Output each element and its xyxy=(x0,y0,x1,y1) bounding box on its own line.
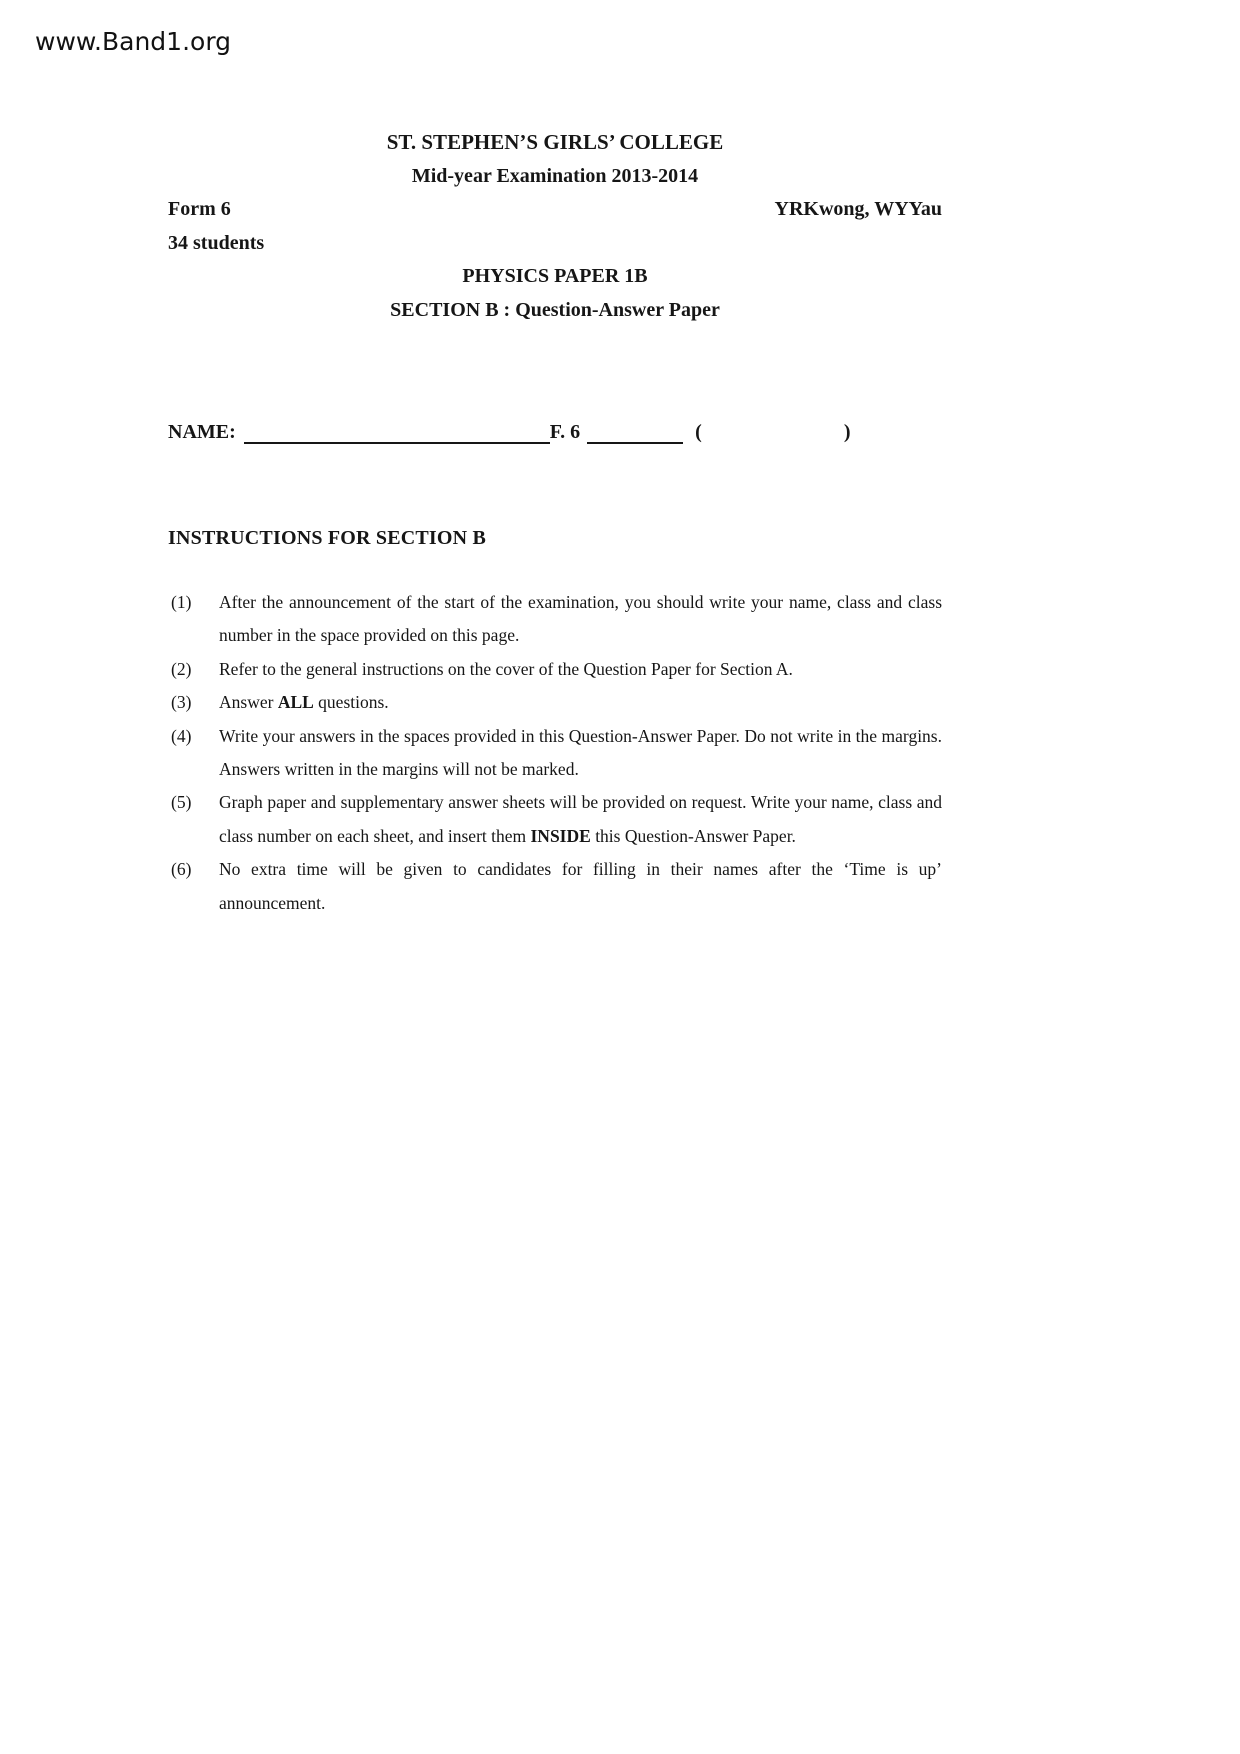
instruction-item-4 xyxy=(168,720,942,787)
instruction-number: (2) xyxy=(171,658,192,679)
instruction-text-pre: Refer to the general instructions on the cover of the Question Paper for Section A. xyxy=(219,658,793,679)
exam-header xyxy=(168,126,942,327)
instruction-item-3 xyxy=(168,686,942,719)
instruction-number: (6) xyxy=(171,859,192,880)
instruction-text xyxy=(219,786,942,853)
instruction-number: (4) xyxy=(171,725,192,746)
instruction-text-pre: Answer xyxy=(219,692,278,713)
class-label: F. 6 xyxy=(549,421,581,443)
instruction-text-bold: ALL xyxy=(277,692,314,713)
instruction-text xyxy=(219,653,942,686)
instruction-number: (3) xyxy=(171,692,192,713)
student-count: 34 students xyxy=(168,231,265,254)
name-row xyxy=(168,412,942,444)
instruction-text xyxy=(219,686,942,719)
class-number-close-paren: ) xyxy=(843,421,851,443)
instruction-text-post: questions. xyxy=(313,692,389,713)
paper-title: PHYSICS PAPER 1B xyxy=(462,265,648,287)
teachers-label: YRKwong, WYYau xyxy=(774,198,942,220)
instruction-text-bold: INSIDE xyxy=(530,825,591,846)
instruction-text-post: this Question-Answer Paper. xyxy=(590,825,796,846)
form-teacher-row xyxy=(168,193,942,227)
instruction-text xyxy=(219,586,942,653)
instruction-item-6 xyxy=(168,853,942,920)
instructions-list xyxy=(168,586,942,920)
class-blank-line xyxy=(587,416,683,444)
name-label: NAME: xyxy=(168,421,236,443)
school-name: ST. STEPHEN’S GIRLS’ COLLEGE xyxy=(386,130,724,154)
name-blank-line xyxy=(244,416,550,444)
exam-title: Mid-year Examination 2013-2014 xyxy=(411,164,699,187)
instruction-item-1 xyxy=(168,586,942,653)
instruction-text-pre: No extra time will be given to candidates for filling in their names after the ‘Time is up’ announcement. xyxy=(219,859,942,913)
class-number-open-paren: ( xyxy=(695,421,702,443)
instruction-number: (1) xyxy=(171,592,192,612)
instructions-heading: INSTRUCTIONS FOR SECTION B xyxy=(168,527,487,549)
instruction-text-pre: Graph paper and supplementary answer sheets will be provided on request. Write your name, class and class number on each sheet, and insert them xyxy=(219,792,942,846)
form-label: Form 6 xyxy=(168,198,231,220)
instruction-text xyxy=(219,720,942,787)
instruction-item-2 xyxy=(168,653,942,686)
instruction-text-pre: After the announcement of the start of the examination, you should write your name, class and class number in the space provided on this page. xyxy=(219,592,942,646)
instruction-text xyxy=(219,853,942,920)
instruction-text-pre: Write your answers in the spaces provided in this Question-Answer Paper. Do not write in the margins. Answers written in the margins will not be marked. xyxy=(219,725,942,780)
instruction-item-5 xyxy=(168,786,942,853)
section-title: SECTION B : Question-Answer Paper xyxy=(390,298,720,321)
instruction-number: (5) xyxy=(171,792,192,813)
watermark-url: www.Band1.org xyxy=(35,27,232,56)
